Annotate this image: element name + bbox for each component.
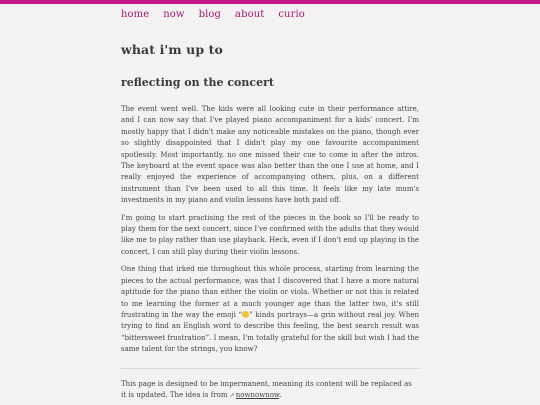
footer-divider xyxy=(121,368,419,369)
nav-link-about[interactable]: about xyxy=(235,9,265,20)
nav-link-blog[interactable]: blog xyxy=(198,9,222,20)
section-title: reflecting on the concert xyxy=(121,76,274,89)
paragraph-concert: The event went well. The kids were all looking cute in their performance attire, and I can now say that I've played piano accompaniment for a kids' concert. I'm mostly happy that I didn't make any noticeable mistakes on the piano, though ever so slightly disappointed that I didn't play my one favourite accompaniment spotlessly. Most importantly, no one missed their cue to come in after the intros. The keyboard at the event space was also better than the one I use at home, and I really enjoyed the experience of accompanying others, plus, on a different instrument than I've been used to all this time. It feels like my late mum's investments in my piano and violin lessons have both paid off. xyxy=(121,105,419,205)
main-nav xyxy=(121,9,319,20)
footer-note xyxy=(121,379,419,402)
external-link-icon: ↗ xyxy=(229,391,235,399)
paragraph-aptitude-part1: One thing that irked me throughout this whole process, starting from learning the pieces to the actual performance, was that I discovered that I have a more natural aptitude for the piano than either the violin or viola. Whether or not this is related to me learning the former at a much younger age than the latter two, it's still frustrating in the way the emoji “ xyxy=(121,265,419,319)
main-content xyxy=(121,42,419,401)
paragraph-practice: I'm going to start practising the rest of the pieces in the book so I'll be ready to play them for the next concert, since I've confirmed with the adults that they would like me to play rather than use playback. Heck, even if I don't end up playing in the concert, I can still play during their violin lessons. xyxy=(121,213,419,256)
footer-note-text: This page is designed to be impermanent, meaning its content will be replaced as it is updated. The idea is from xyxy=(121,379,412,399)
nav-link-home[interactable]: home xyxy=(121,9,150,20)
nav-link-now[interactable]: now xyxy=(163,9,185,20)
paragraph-aptitude-part2: ” kinds portrays—a grin without real joy. When trying to find an English word to describe this feeling, the best search result was “bittersweet frustration”. I mean, I'm totally grateful for the skill but wish I had the same talent for the strings, you know? xyxy=(121,310,419,354)
footer-note-period: . xyxy=(279,390,282,399)
page-title: what i'm up to xyxy=(121,42,223,57)
nav-link-curio[interactable]: curio xyxy=(278,9,305,20)
top-accent-bar xyxy=(0,0,540,4)
nownownow-link[interactable]: nownownow xyxy=(235,390,280,399)
paragraph-aptitude xyxy=(121,264,419,355)
